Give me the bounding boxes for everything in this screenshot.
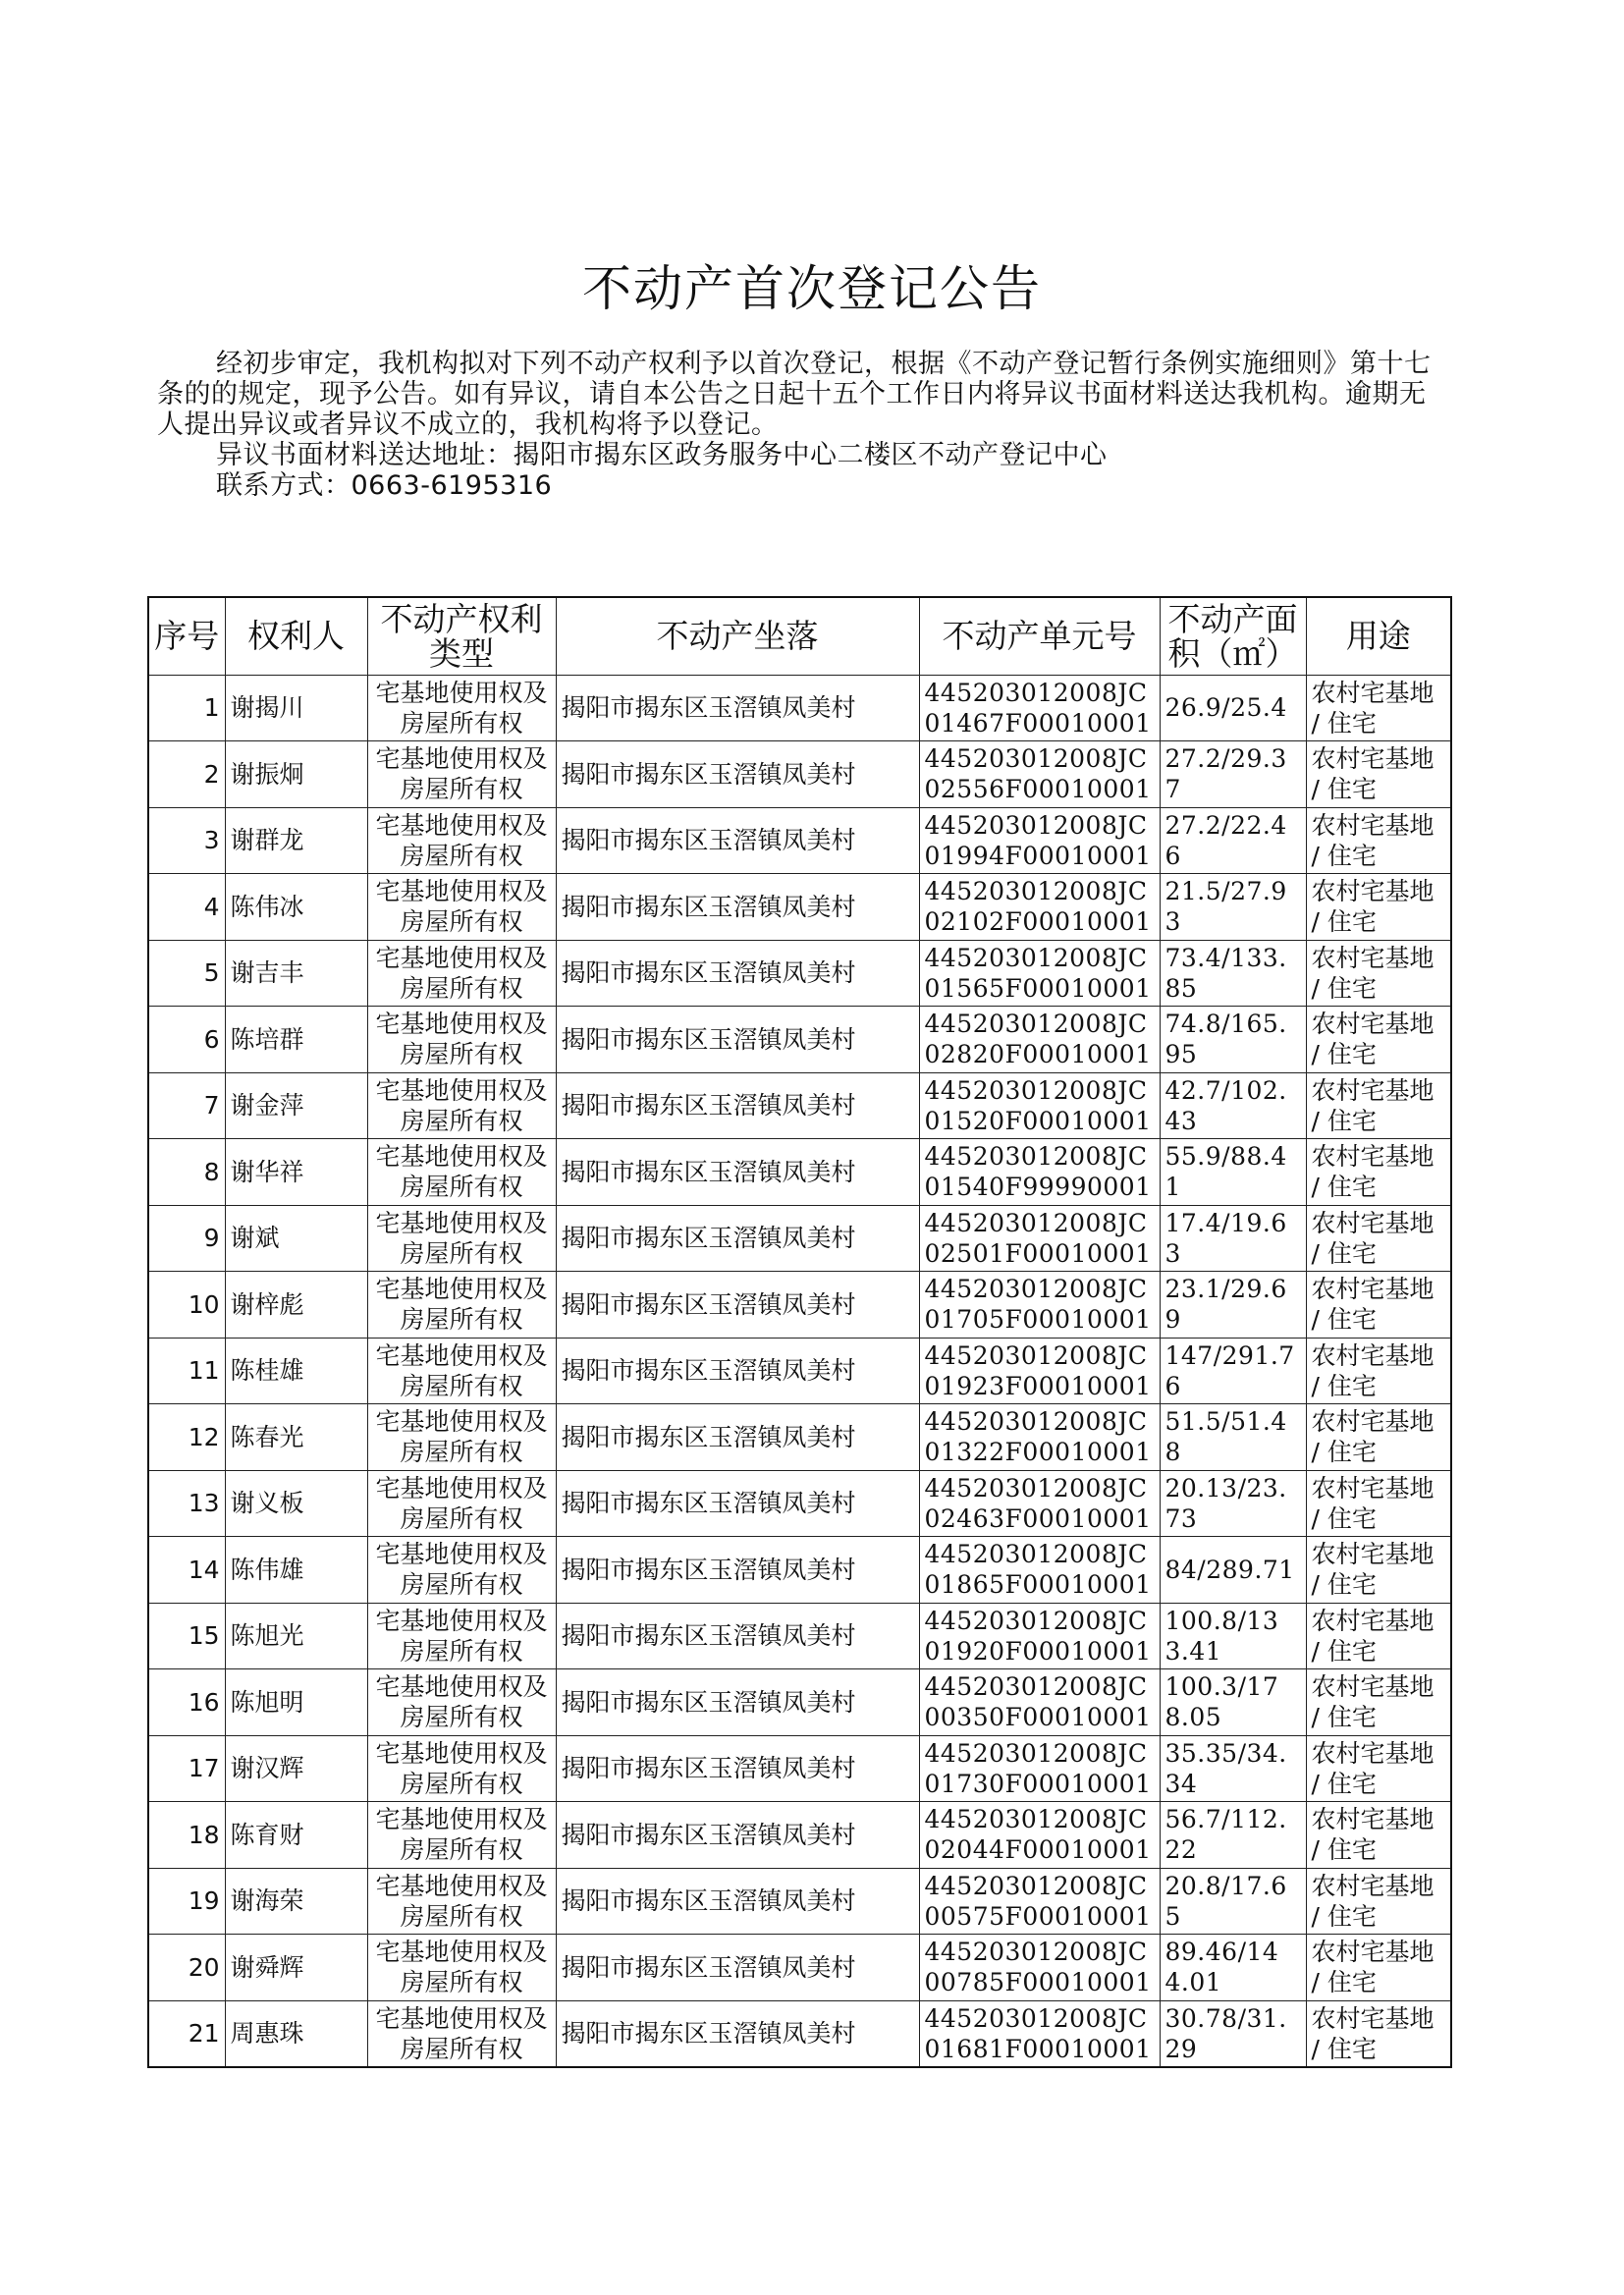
- row-unit: 445203012008JC01467F00010001: [919, 675, 1160, 741]
- row-owner: 谢梓彪: [225, 1272, 367, 1339]
- row-use: 农村宅基地 / 住宅: [1306, 1868, 1451, 1935]
- row-owner: 谢舜辉: [225, 1935, 367, 2001]
- table-row: [148, 1669, 1451, 1736]
- row-use: 农村宅基地 / 住宅: [1306, 741, 1451, 808]
- row-location: 揭阳市揭东区玉滘镇凤美村: [556, 2000, 919, 2067]
- row-no: 19: [148, 1868, 225, 1935]
- row-location: 揭阳市揭东区玉滘镇凤美村: [556, 807, 919, 874]
- row-type: 宅基地使用权及房屋所有权: [367, 1935, 556, 2001]
- row-owner: 周惠珠: [225, 2000, 367, 2067]
- row-location: 揭阳市揭东区玉滘镇凤美村: [556, 1139, 919, 1206]
- contact-info: 联系方式：0663-6195316: [216, 470, 553, 501]
- table-row: [148, 1007, 1451, 1073]
- row-unit: 445203012008JC01565F00010001: [919, 940, 1160, 1007]
- table-row: [148, 1139, 1451, 1206]
- row-owner: 陈春光: [225, 1404, 367, 1471]
- row-type: 宅基地使用权及房屋所有权: [367, 1669, 556, 1736]
- header-type: 不动产权利类型: [367, 597, 556, 675]
- row-type: 宅基地使用权及房屋所有权: [367, 1735, 556, 1802]
- row-unit: 445203012008JC01865F00010001: [919, 1537, 1160, 1604]
- row-unit: 445203012008JC02102F00010001: [919, 874, 1160, 941]
- table-row: [148, 940, 1451, 1007]
- row-area: 17.4/19.63: [1160, 1205, 1306, 1272]
- row-owner: 谢振炯: [225, 741, 367, 808]
- table-row: [148, 807, 1451, 874]
- row-owner: 陈培群: [225, 1007, 367, 1073]
- row-location: 揭阳市揭东区玉滘镇凤美村: [556, 1470, 919, 1537]
- row-owner: 谢华祥: [225, 1139, 367, 1206]
- row-owner: 陈旭明: [225, 1669, 367, 1736]
- table-row: [148, 1072, 1451, 1139]
- row-no: 7: [148, 1072, 225, 1139]
- header-no: 序号: [148, 597, 225, 675]
- row-area: 23.1/29.69: [1160, 1272, 1306, 1339]
- row-area: 27.2/22.46: [1160, 807, 1306, 874]
- table-row: [148, 1470, 1451, 1537]
- row-unit: 445203012008JC02044F00010001: [919, 1802, 1160, 1869]
- page-title: 不动产首次登记公告: [582, 259, 1042, 317]
- row-use: 农村宅基地 / 住宅: [1306, 1404, 1451, 1471]
- row-use: 农村宅基地 / 住宅: [1306, 1935, 1451, 2001]
- row-use: 农村宅基地 / 住宅: [1306, 1205, 1451, 1272]
- row-area: 89.46/144.01: [1160, 1935, 1306, 2001]
- row-unit: 445203012008JC01994F00010001: [919, 807, 1160, 874]
- row-unit: 445203012008JC00785F00010001: [919, 1935, 1160, 2001]
- row-no: 16: [148, 1669, 225, 1736]
- row-location: 揭阳市揭东区玉滘镇凤美村: [556, 675, 919, 741]
- row-owner: 谢斌: [225, 1205, 367, 1272]
- row-location: 揭阳市揭东区玉滘镇凤美村: [556, 1272, 919, 1339]
- row-unit: 445203012008JC01730F00010001: [919, 1735, 1160, 1802]
- row-use: 农村宅基地 / 住宅: [1306, 1338, 1451, 1404]
- row-area: 84/289.71: [1160, 1537, 1306, 1604]
- row-location: 揭阳市揭东区玉滘镇凤美村: [556, 940, 919, 1007]
- row-use: 农村宅基地 / 住宅: [1306, 1735, 1451, 1802]
- row-type: 宅基地使用权及房屋所有权: [367, 1404, 556, 1471]
- row-area: 26.9/25.4: [1160, 675, 1306, 741]
- row-no: 4: [148, 874, 225, 941]
- row-area: 73.4/133.85: [1160, 940, 1306, 1007]
- row-type: 宅基地使用权及房屋所有权: [367, 807, 556, 874]
- header-unit: 不动产单元号: [919, 597, 1160, 675]
- row-use: 农村宅基地 / 住宅: [1306, 1802, 1451, 1869]
- row-no: 11: [148, 1338, 225, 1404]
- row-area: 100.3/178.05: [1160, 1669, 1306, 1736]
- row-type: 宅基地使用权及房屋所有权: [367, 1205, 556, 1272]
- row-use: 农村宅基地 / 住宅: [1306, 1537, 1451, 1604]
- row-location: 揭阳市揭东区玉滘镇凤美村: [556, 1205, 919, 1272]
- row-unit: 445203012008JC00350F00010001: [919, 1669, 1160, 1736]
- table-row: [148, 1735, 1451, 1802]
- announcement-intro: [157, 349, 1434, 501]
- row-area: 42.7/102.43: [1160, 1072, 1306, 1139]
- row-no: 6: [148, 1007, 225, 1073]
- row-use: 农村宅基地 / 住宅: [1306, 1470, 1451, 1537]
- header-use: 用途: [1306, 597, 1451, 675]
- row-owner: 谢金萍: [225, 1072, 367, 1139]
- row-type: 宅基地使用权及房屋所有权: [367, 1139, 556, 1206]
- row-no: 17: [148, 1735, 225, 1802]
- row-owner: 陈育财: [225, 1802, 367, 1869]
- row-area: 100.8/133.41: [1160, 1603, 1306, 1669]
- row-no: 8: [148, 1139, 225, 1206]
- row-owner: 谢汉辉: [225, 1735, 367, 1802]
- row-unit: 445203012008JC02463F00010001: [919, 1470, 1160, 1537]
- row-area: 20.8/17.65: [1160, 1868, 1306, 1935]
- row-no: 9: [148, 1205, 225, 1272]
- row-area: 74.8/165.95: [1160, 1007, 1306, 1073]
- row-area: 35.35/34.34: [1160, 1735, 1306, 1802]
- row-type: 宅基地使用权及房屋所有权: [367, 1868, 556, 1935]
- row-location: 揭阳市揭东区玉滘镇凤美村: [556, 1735, 919, 1802]
- row-owner: 谢揭川: [225, 675, 367, 741]
- row-use: 农村宅基地 / 住宅: [1306, 1072, 1451, 1139]
- row-no: 15: [148, 1603, 225, 1669]
- row-location: 揭阳市揭东区玉滘镇凤美村: [556, 1669, 919, 1736]
- table-row: [148, 1338, 1451, 1404]
- row-type: 宅基地使用权及房屋所有权: [367, 874, 556, 941]
- row-unit: 445203012008JC02556F00010001: [919, 741, 1160, 808]
- row-unit: 445203012008JC01520F00010001: [919, 1072, 1160, 1139]
- row-owner: 谢吉丰: [225, 940, 367, 1007]
- row-type: 宅基地使用权及房屋所有权: [367, 1338, 556, 1404]
- table-row: [148, 1935, 1451, 2001]
- registration-table: [147, 596, 1452, 2068]
- table-row: [148, 874, 1451, 941]
- row-unit: 445203012008JC01681F00010001: [919, 2000, 1160, 2067]
- row-area: 56.7/112.22: [1160, 1802, 1306, 1869]
- row-unit: 445203012008JC01923F00010001: [919, 1338, 1160, 1404]
- row-use: 农村宅基地 / 住宅: [1306, 1603, 1451, 1669]
- row-location: 揭阳市揭东区玉滘镇凤美村: [556, 1072, 919, 1139]
- table-header-row: [148, 597, 1451, 675]
- row-use: 农村宅基地 / 住宅: [1306, 1272, 1451, 1339]
- row-no: 3: [148, 807, 225, 874]
- row-area: 21.5/27.93: [1160, 874, 1306, 941]
- row-location: 揭阳市揭东区玉滘镇凤美村: [556, 1935, 919, 2001]
- row-area: 51.5/51.48: [1160, 1404, 1306, 1471]
- table-row: [148, 1537, 1451, 1604]
- row-no: 21: [148, 2000, 225, 2067]
- table-row: [148, 1802, 1451, 1869]
- row-area: 27.2/29.37: [1160, 741, 1306, 808]
- row-location: 揭阳市揭东区玉滘镇凤美村: [556, 1802, 919, 1869]
- row-unit: 445203012008JC01540F99990001: [919, 1139, 1160, 1206]
- row-no: 20: [148, 1935, 225, 2001]
- row-location: 揭阳市揭东区玉滘镇凤美村: [556, 1603, 919, 1669]
- row-location: 揭阳市揭东区玉滘镇凤美村: [556, 741, 919, 808]
- row-owner: 谢群龙: [225, 807, 367, 874]
- row-location: 揭阳市揭东区玉滘镇凤美村: [556, 1338, 919, 1404]
- row-type: 宅基地使用权及房屋所有权: [367, 1470, 556, 1537]
- row-location: 揭阳市揭东区玉滘镇凤美村: [556, 1537, 919, 1604]
- row-type: 宅基地使用权及房屋所有权: [367, 675, 556, 741]
- table-row: [148, 1603, 1451, 1669]
- row-location: 揭阳市揭东区玉滘镇凤美村: [556, 1404, 919, 1471]
- row-no: 18: [148, 1802, 225, 1869]
- row-no: 14: [148, 1537, 225, 1604]
- row-use: 农村宅基地 / 住宅: [1306, 940, 1451, 1007]
- table-row: [148, 1868, 1451, 1935]
- row-area: 20.13/23.73: [1160, 1470, 1306, 1537]
- row-no: 13: [148, 1470, 225, 1537]
- row-use: 农村宅基地 / 住宅: [1306, 1139, 1451, 1206]
- table-row: [148, 1205, 1451, 1272]
- row-use: 农村宅基地 / 住宅: [1306, 807, 1451, 874]
- row-location: 揭阳市揭东区玉滘镇凤美村: [556, 1007, 919, 1073]
- intro-paragraph: 经初步审定，我机构拟对下列不动产权利予以首次登记，根据《不动产登记暂行条例实施细则》第十七条的的规定，现予公告。如有异议，请自本公告之日起十五个工作日内将异议书面材料送达我机构。逾期无人提出异议或者异议不成立的，我机构将予以登记。: [157, 349, 1432, 440]
- header-owner: 权利人: [225, 597, 367, 675]
- row-type: 宅基地使用权及房屋所有权: [367, 1802, 556, 1869]
- row-use: 农村宅基地 / 住宅: [1306, 1669, 1451, 1736]
- row-unit: 445203012008JC01322F00010001: [919, 1404, 1160, 1471]
- row-location: 揭阳市揭东区玉滘镇凤美村: [556, 874, 919, 941]
- table-row: [148, 1272, 1451, 1339]
- row-type: 宅基地使用权及房屋所有权: [367, 1007, 556, 1073]
- row-owner: 谢义板: [225, 1470, 367, 1537]
- row-no: 10: [148, 1272, 225, 1339]
- row-no: 5: [148, 940, 225, 1007]
- row-use: 农村宅基地 / 住宅: [1306, 874, 1451, 941]
- row-unit: 445203012008JC01920F00010001: [919, 1603, 1160, 1669]
- row-area: 55.9/88.41: [1160, 1139, 1306, 1206]
- table-row: [148, 1404, 1451, 1471]
- row-owner: 陈桂雄: [225, 1338, 367, 1404]
- objection-address: 异议书面材料送达地址：揭阳市揭东区政务服务中心二楼区不动产登记中心: [216, 440, 1108, 470]
- row-type: 宅基地使用权及房屋所有权: [367, 1603, 556, 1669]
- row-unit: 445203012008JC00575F00010001: [919, 1868, 1160, 1935]
- table-row: [148, 2000, 1451, 2067]
- table-row: [148, 675, 1451, 741]
- row-unit: 445203012008JC01705F00010001: [919, 1272, 1160, 1339]
- row-type: 宅基地使用权及房屋所有权: [367, 940, 556, 1007]
- row-location: 揭阳市揭东区玉滘镇凤美村: [556, 1868, 919, 1935]
- row-area: 30.78/31.29: [1160, 2000, 1306, 2067]
- row-no: 1: [148, 675, 225, 741]
- row-use: 农村宅基地 / 住宅: [1306, 2000, 1451, 2067]
- row-owner: 陈伟冰: [225, 874, 367, 941]
- row-type: 宅基地使用权及房屋所有权: [367, 741, 556, 808]
- header-location: 不动产坐落: [556, 597, 919, 675]
- row-owner: 谢海荣: [225, 1868, 367, 1935]
- row-use: 农村宅基地 / 住宅: [1306, 1007, 1451, 1073]
- row-type: 宅基地使用权及房屋所有权: [367, 1537, 556, 1604]
- row-type: 宅基地使用权及房屋所有权: [367, 1272, 556, 1339]
- row-area: 147/291.76: [1160, 1338, 1306, 1404]
- row-no: 2: [148, 741, 225, 808]
- row-unit: 445203012008JC02501F00010001: [919, 1205, 1160, 1272]
- row-use: 农村宅基地 / 住宅: [1306, 675, 1451, 741]
- row-type: 宅基地使用权及房屋所有权: [367, 1072, 556, 1139]
- row-unit: 445203012008JC02820F00010001: [919, 1007, 1160, 1073]
- row-no: 12: [148, 1404, 225, 1471]
- row-type: 宅基地使用权及房屋所有权: [367, 2000, 556, 2067]
- row-owner: 陈旭光: [225, 1603, 367, 1669]
- header-area: 不动产面积（㎡）: [1160, 597, 1306, 675]
- row-owner: 陈伟雄: [225, 1537, 367, 1604]
- table-row: [148, 741, 1451, 808]
